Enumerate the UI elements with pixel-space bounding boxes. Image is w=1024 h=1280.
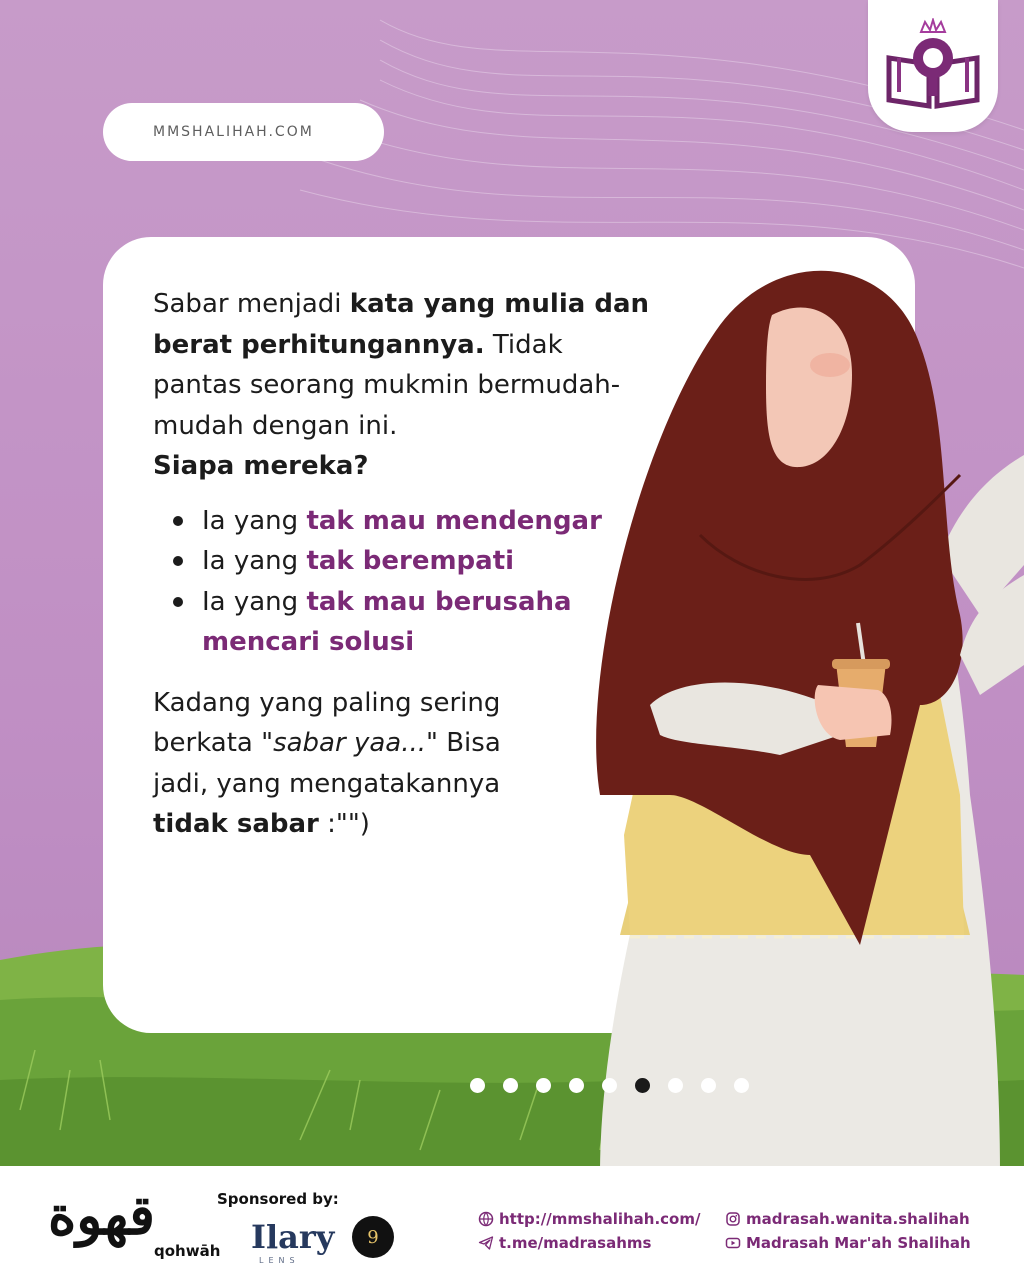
pagination-dot[interactable] (503, 1078, 518, 1093)
hellow-logo: 9 (352, 1216, 394, 1258)
website-url: MMSHALIHAH.COM (153, 124, 314, 140)
list-item-highlight: tak mau mendengar (306, 505, 602, 536)
intro-text-1: Sabar menjadi (153, 289, 350, 319)
list-item-highlight: tak mau berusaha mencari solusi (202, 586, 572, 657)
main-text (153, 284, 653, 845)
website-pill[interactable] (103, 103, 384, 161)
bullet-icon (173, 556, 183, 566)
closing-paragraph (153, 683, 563, 845)
closing-bold-text: tidak sabar (153, 809, 319, 839)
pagination-dot[interactable] (668, 1078, 683, 1093)
intro-text-2: Tidak pantas seorang mukmin bermudah-mudah dengan ini. (153, 329, 621, 441)
ilary-logo: Ilary (251, 1218, 335, 1256)
pagination-dot[interactable] (701, 1078, 716, 1093)
telegram-link[interactable] (478, 1231, 700, 1255)
footer-links-right (725, 1207, 971, 1255)
list-item-prefix: Ia yang (202, 505, 307, 536)
list-item (153, 541, 653, 582)
pagination-dot[interactable] (569, 1078, 584, 1093)
intro-bold-text: kata yang mulia dan berat perhitungannya. (153, 289, 649, 360)
ilary-logo-sub: LENS (259, 1256, 300, 1265)
brand-logo (868, 0, 998, 132)
closing-text-2: " Bisa jadi, yang mengatakannya (153, 728, 501, 799)
website-link[interactable] (478, 1207, 700, 1231)
globe-icon (478, 1211, 494, 1227)
qohwah-logo-latin: qohwāh (154, 1242, 221, 1260)
closing-text-1: Kadang yang paling sering berkata " (153, 687, 501, 758)
website-link-text: http://mmshalihah.com/ (499, 1210, 701, 1228)
intro-paragraph (153, 284, 653, 487)
sponsored-label: Sponsored by: (217, 1190, 339, 1208)
youtube-link[interactable] (725, 1231, 971, 1255)
list-item (153, 582, 653, 663)
pagination-dot[interactable] (602, 1078, 617, 1093)
closing-italic-text: sabar yaa... (273, 728, 426, 758)
pagination-dot[interactable] (734, 1078, 749, 1093)
list-item-prefix: Ia yang (202, 546, 307, 576)
telegram-link-text: t.me/madrasahms (499, 1234, 652, 1252)
bullet-icon (173, 516, 183, 526)
list-item-highlight: tak berempati (306, 546, 515, 576)
bullet-icon (173, 597, 183, 607)
closing-end-text: :"") (318, 809, 370, 839)
youtube-icon (725, 1235, 741, 1251)
instagram-link-text: madrasah.wanita.shalihah (746, 1210, 970, 1228)
pagination-dot-active[interactable] (635, 1078, 650, 1093)
pagination-dot[interactable] (470, 1078, 485, 1093)
pagination-dot[interactable] (536, 1078, 551, 1093)
question-text: Siapa mereka? (153, 451, 369, 481)
instagram-link[interactable] (725, 1207, 971, 1231)
footer-links-left (478, 1207, 700, 1255)
qohwah-logo-arabic: قهوة (48, 1183, 155, 1247)
instagram-icon (725, 1211, 741, 1227)
pagination-dots (470, 1078, 749, 1093)
bullet-list (153, 501, 653, 663)
telegram-icon (478, 1235, 494, 1251)
youtube-link-text: Madrasah Mar'ah Shalihah (746, 1234, 971, 1252)
list-item (153, 501, 653, 542)
list-item-prefix: Ia yang (202, 586, 307, 617)
madrasah-crown-book-icon (881, 18, 985, 114)
